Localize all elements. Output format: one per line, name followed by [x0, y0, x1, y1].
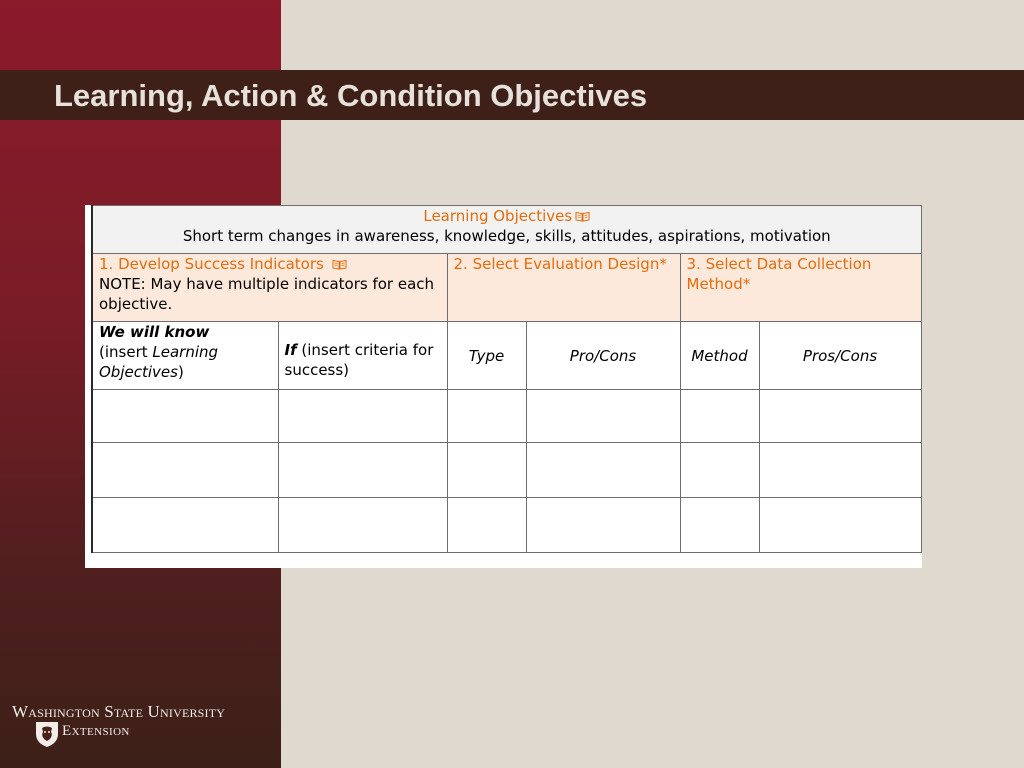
pro-cons-label: Pro/Cons — [569, 346, 637, 365]
table-cell — [526, 443, 680, 498]
learning-objectives-row — [92, 206, 921, 254]
step-1-note: NOTE: May have multiple indicators for each objective. — [99, 275, 435, 313]
pro-cons-header — [526, 322, 680, 390]
table-cell — [680, 390, 759, 443]
learning-objectives-heading: Learning Objectives — [423, 207, 573, 225]
learning-objectives-cell — [92, 206, 921, 254]
step-1-label: 1. Develop Success Indicators — [99, 255, 324, 273]
if-label: If — [284, 341, 297, 359]
book-icon — [575, 211, 590, 222]
table-cell — [92, 443, 278, 498]
logo-extension: Extension — [62, 723, 130, 739]
table-cell — [759, 390, 921, 443]
table-cell — [680, 498, 759, 553]
step-2-label: 2. Select Evaluation Design* — [453, 255, 667, 273]
column-header-row — [92, 322, 921, 390]
table-cell — [92, 390, 278, 443]
pros-cons-label: Pros/Cons — [802, 346, 878, 365]
table-row — [92, 443, 921, 498]
table-cell — [447, 390, 526, 443]
cougar-seal-icon — [34, 720, 60, 748]
table-cell — [680, 443, 759, 498]
step-1-cell — [92, 254, 447, 322]
we-will-know-label: We will know — [99, 323, 210, 341]
step-3-cell — [680, 254, 921, 322]
table-cell — [526, 390, 680, 443]
table-cell — [759, 443, 921, 498]
steps-row — [92, 254, 921, 322]
learning-objectives-description: Short term changes in awareness, knowledge, skills, attitudes, aspirations, motivation — [182, 227, 831, 245]
table-cell — [526, 498, 680, 553]
table-cell — [759, 498, 921, 553]
if-criteria-text: (insert criteria for success) — [284, 341, 434, 379]
step-3-label: 3. Select Data Collection Method* — [686, 255, 872, 293]
if-header — [278, 322, 447, 390]
table-cell — [447, 443, 526, 498]
table-row — [92, 498, 921, 553]
table-cell — [278, 443, 447, 498]
slide-title: Learning, Action & Condition Objectives — [54, 78, 648, 113]
we-will-know-header — [92, 322, 278, 390]
table-cell — [447, 498, 526, 553]
pros-cons-header — [759, 322, 921, 390]
we-will-know-learning-objectives: Learning Objectives — [99, 343, 219, 381]
type-label: Type — [468, 346, 505, 365]
table-row — [92, 390, 921, 443]
objectives-table-card — [85, 205, 922, 568]
table-cell — [278, 498, 447, 553]
objectives-table — [91, 205, 922, 553]
we-will-know-close: ) — [177, 363, 184, 381]
method-header — [680, 322, 759, 390]
wsu-extension-logo — [12, 702, 274, 752]
table-cell — [278, 390, 447, 443]
book-icon — [332, 259, 347, 270]
step-2-cell — [447, 254, 680, 322]
logo-university-name: Washington State University — [12, 702, 226, 721]
method-label: Method — [691, 346, 748, 365]
table-cell — [92, 498, 278, 553]
we-will-know-insert: (insert — [99, 343, 153, 361]
type-header — [447, 322, 526, 390]
